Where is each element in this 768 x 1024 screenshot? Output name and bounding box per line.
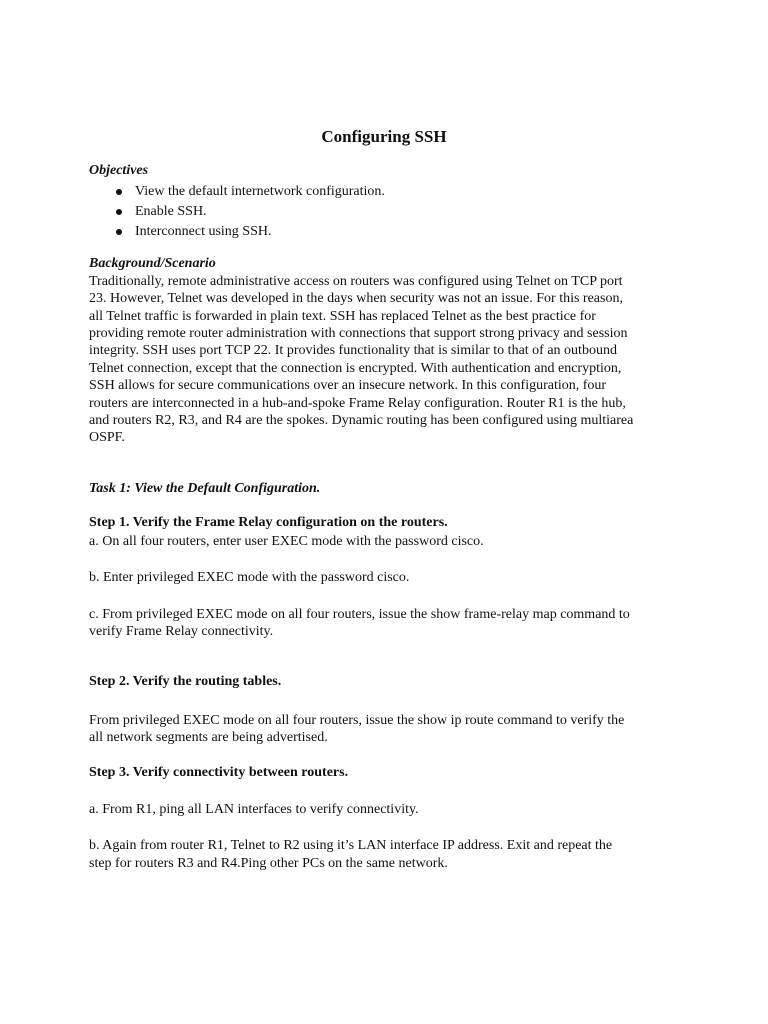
step3-heading: Step 3. Verify connectivity between routers.	[89, 764, 349, 780]
bullet-icon	[116, 189, 122, 195]
step1-c-line: verify Frame Relay connectivity.	[89, 623, 274, 639]
bullet-icon	[116, 229, 122, 235]
background-line: SSH allows for secure communications over an insecure network. In this configuration, four	[89, 378, 607, 394]
objective-item	[89, 182, 684, 202]
step1-c-line: c. From privileged EXEC mode on all four routers, issue the show frame-relay map command to	[89, 606, 630, 622]
step1-c	[89, 606, 684, 641]
step3-b-line: step for routers R3 and R4.Ping other PCs on the same network.	[89, 855, 448, 871]
step2-line: all network segments are being advertised.	[89, 730, 328, 746]
objective-item	[89, 222, 684, 242]
step1-a: a. On all four routers, enter user EXEC mode with the password cisco.	[89, 533, 484, 549]
document-title: Configuring SSH	[321, 127, 447, 146]
objective-text: Enable SSH.	[135, 204, 207, 220]
objectives-list	[89, 182, 684, 242]
step2-text	[89, 712, 684, 747]
background-paragraph	[89, 273, 684, 447]
objective-text: View the default internetwork configuration.	[135, 184, 385, 200]
step1-b: b. Enter privileged EXEC mode with the password cisco.	[89, 570, 410, 586]
step2-line: From privileged EXEC mode on all four routers, issue the show ip route command to verify the	[89, 712, 625, 728]
objective-item	[89, 202, 684, 222]
background-line: routers are interconnected in a hub-and-spoke Frame Relay configuration. Router R1 is the hub,	[89, 395, 626, 411]
background-heading: Background/Scenario	[89, 256, 216, 272]
background-line: 23. However, Telnet was developed in the days when security was not an issue. For this reason,	[89, 291, 623, 307]
background-line: Telnet connection, except that the connection is encrypted. With authentication and encryption,	[89, 360, 622, 376]
objective-text: Interconnect using SSH.	[135, 224, 272, 240]
step3-b	[89, 837, 684, 872]
step2-heading: Step 2. Verify the routing tables.	[89, 674, 282, 690]
step1-heading: Step 1. Verify the Frame Relay configuration on the routers.	[89, 515, 448, 531]
document-body	[89, 162, 684, 872]
bullet-icon	[116, 209, 122, 215]
background-line: all Telnet traffic is forwarded in plain text. SSH has replaced Telnet as the best practice for	[89, 308, 596, 324]
background-line: Traditionally, remote administrative access on routers was configured using Telnet on TCP port	[89, 273, 623, 289]
background-line: and routers R2, R3, and R4 are the spokes. Dynamic routing has been configured using multiarea	[89, 413, 634, 429]
task1-heading: Task 1: View the Default Configuration.	[89, 480, 321, 496]
objectives-heading: Objectives	[89, 163, 149, 178]
step3-a: a. From R1, ping all LAN interfaces to verify connectivity.	[89, 801, 419, 817]
background-line: OSPF.	[89, 430, 125, 446]
step3-b-line: b. Again from router R1, Telnet to R2 using it’s LAN interface IP address. Exit and repeat the	[89, 838, 613, 854]
background-line: providing remote router administration with connections that support strong privacy and session	[89, 326, 628, 342]
background-line: integrity. SSH uses port TCP 22. It provides functionality that is similar to that of an outbound	[89, 343, 617, 359]
